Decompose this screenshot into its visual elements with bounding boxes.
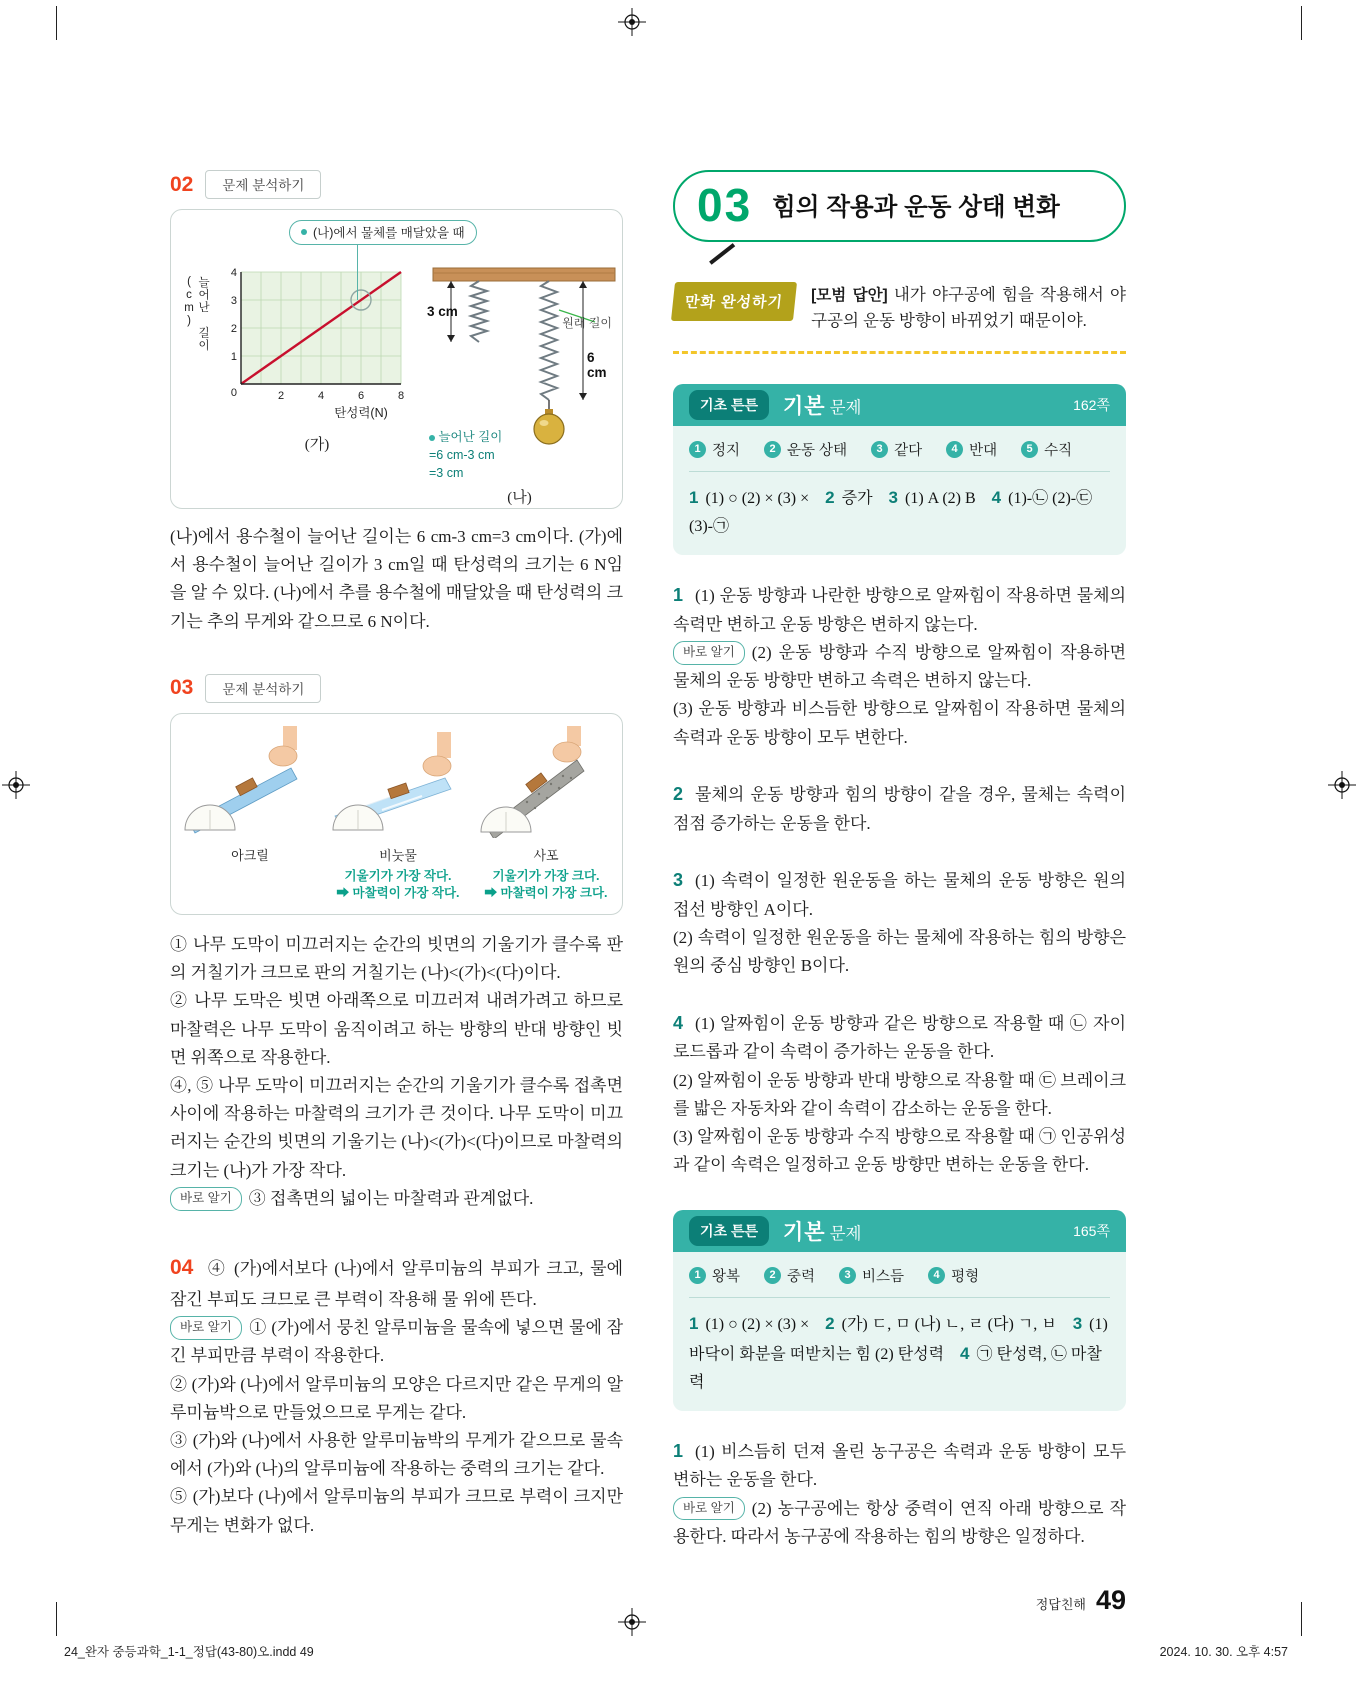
basic-problems-body: [673, 1252, 1126, 1411]
panel-label: 사포: [533, 847, 559, 863]
figure-callout: [289, 220, 477, 245]
question-number-02: 02: [170, 172, 194, 196]
crop-mark: [1301, 1602, 1302, 1636]
svg-text:2: 2: [277, 390, 285, 402]
answer-book-label: 정답친해: [1035, 1597, 1086, 1613]
panel-label: 비눗물: [379, 847, 417, 863]
chapter-title: 힘의 작용과 운동 상태 변화: [772, 193, 1060, 221]
basic-problems-title: 기본 문제: [783, 394, 862, 418]
svg-text:1: 1: [230, 351, 237, 363]
q03-explanation-2: ② 나무 도막은 빗면 아래쪽으로 미끄러져 내려가려고 하므로 마찰력은 나무 도막이 움직이려고 하는 방향의 반대 방향인 빗면 위쪽으로 작용한다.: [170, 991, 623, 1067]
comic-answer-section: [673, 282, 1126, 354]
q03-baro: 바로 알기 ③ 접촉면의 넓이는 마찰력과 관계없다.: [170, 1185, 623, 1213]
bullet-dot-icon: [301, 229, 307, 235]
keyword-answers: 1 왕복 2 중력 3 비스듬 4 평형: [689, 1265, 1110, 1298]
length-3cm-label: 3 cm: [427, 304, 458, 319]
explanation-2: 2 물체의 운동 방향과 힘의 방향이 같을 경우, 물체는 속력이 점점 증가하는 운동을 한다.: [673, 783, 1126, 833]
q04-baro: 바로 알기 ① (가)에서 뭉친 알루미늄을 물속에 넣으면 물에 잠긴 부피만큼 부력이 작용한다.: [170, 1318, 623, 1366]
comic-model-answer: [모범 답안] 내가 야구공에 힘을 작용해서 야구공의 운동 방향이 바뀌었기 때문이야.: [811, 284, 1126, 331]
graph-plot: [211, 262, 421, 422]
left-column: [170, 170, 623, 1616]
crop-mark: [1301, 6, 1302, 40]
incline-panel-sandpaper: [475, 726, 617, 904]
registration-mark-left: [2, 771, 30, 799]
panel-caption: 기울기가 가장 작다. ➡ 마찰력이 가장 작다.: [336, 868, 460, 901]
baro-algi-badge: 바로 알기: [673, 1497, 745, 1521]
registration-mark-right: [1328, 771, 1356, 799]
elastic-force-graph: [181, 262, 423, 508]
q03-explanation-3: ④, ⑤ 나무 도막이 미끄러지는 순간의 기울기가 클수록 접촉면 사이에 작용하는 마찰력의 크기가 큰 것이다. 나무 도막이 미끄러지는 순간의 빗면의 기울기는 (나)<(가)<(다)이므로 마찰력의 크기는 (나)가 가장 작다.: [170, 1075, 623, 1180]
content-area: [170, 170, 1126, 1616]
explanation-4: 4 (1) 알짜힘이 운동 방향과 같은 방향으로 작용할 때 ㉡ 자이로드롭과 같이 속력이 증가하는 운동을 한다. (2) 알짜힘이 운동 방향과 반대 방향으로 작용할 때 ㉢ 브레이크를 밟은 자동차와 같이 속력이 감소하는 운동을 한다. (3) 알짜힘이 운동 방향과 수직 방향으로 작용할 때 ㉠ 인공위성과 같이 속력은 일정하고 운동 방향만 변하는 운동을 한다.: [673, 1012, 1126, 1175]
section-q02: [170, 170, 623, 636]
panel-label: 아크릴: [231, 847, 269, 863]
question-number-03: 03: [170, 676, 194, 700]
svg-text:2: 2: [230, 323, 237, 335]
numbered-answers: 1 (1) ○ (2) × (3) × 2 증가 3 (1) A (2) B 4 (1)-㉡ (2)-㉢ (3)-㉠: [689, 487, 1093, 535]
basic-problems-body: [673, 426, 1126, 555]
explanation-3: 3 (1) 속력이 일정한 원운동을 하는 물체의 운동 방향은 원의 접선 방향인 A이다. (2) 속력이 일정한 원운동을 하는 물체에 작용하는 힘의 방향은 원의 중심 방향인 B이다.: [673, 870, 1126, 976]
page-number: 49: [1095, 1585, 1126, 1616]
keyword-answers: 1 정지 2 운동 상태 3 같다 4 반대 5 수직: [689, 439, 1110, 472]
q04-explanation-5: ⑤ (가)보다 (나)에서 알루미늄의 부피가 크므로 부력이 크지만 무게는 변화가 없다.: [170, 1487, 623, 1535]
chapter-header: [673, 170, 1126, 242]
baro-algi-badge: 바로 알기: [673, 641, 745, 665]
basic-problems-header: [673, 1210, 1126, 1252]
basic-problems-box-165: [673, 1210, 1126, 1411]
incline-drawing: [475, 726, 617, 838]
basic-problems-header: [673, 384, 1126, 426]
q04-explanation-3: ③ (가)와 (나)에서 사용한 알루미늄박의 무게가 같으므로 물속에서 (가)와 (나)의 알루미늄에 작용하는 중력의 크기는 같다.: [170, 1431, 623, 1479]
svg-text:4: 4: [317, 390, 325, 402]
length-6cm-label: 6 cm: [587, 350, 607, 380]
q04-explanation-2: ② (가)와 (나)에서 알루미늄의 모양은 다르지만 같은 무게의 알루미늄박으로 만들었으므로 무게는 같다.: [170, 1374, 623, 1422]
svg-text:0: 0: [230, 387, 237, 399]
numbered-answers: 1 (1) ○ (2) × (3) × 2 (가) ㄷ, ㅁ (나) ㄴ, ㄹ (다) ㄱ, ㅂ 3 (1) 바닥이 화분을 떠받치는 힘 (2) 탄성력 4 ㉠ 탄성력, ㉡ 마찰력: [689, 1313, 1108, 1391]
section-q04: [170, 1251, 623, 1540]
svg-text:8: 8: [397, 390, 405, 402]
basic-problems-title: 기본 문제: [783, 1220, 862, 1244]
page-footer: [673, 1585, 1126, 1616]
analysis-tag: 문제 분석하기: [205, 170, 321, 199]
graph-caption: (가): [304, 437, 330, 453]
stretch-calculation: 늘어난 길이 =6 cm-3 cm =3 cm: [429, 430, 503, 481]
basic-solid-tab: 기초 튼튼: [689, 390, 769, 420]
spring-caption: (나): [507, 490, 532, 506]
bullet-dot-icon: [429, 435, 435, 441]
incline-panel-soapywater: [327, 726, 469, 904]
textbook-page-ref: 165쪽: [1073, 1222, 1110, 1239]
explanation-1: 1 (1) 운동 방향과 나란한 방향으로 알짜힘이 작용하면 물체의 속력만 변하고 운동 방향은 변하지 않는다. 바로 알기 (2) 운동 방향과 수직 방향으로 알짜힘이 작용하면 물체의 운동 방향만 변하고 속력은 변하지 않는다. (3) 운동 방향과 비스듬한 방향으로 알짜힘이 작용하면 물체의 속력과 운동 방향이 모두 변한다.: [673, 584, 1126, 747]
q02-explanation: (나)에서 용수철이 늘어난 길이는 6 cm-3 cm=3 cm이다. (가)에서 용수철이 늘어난 길이가 3 cm일 때 탄성력의 크기는 6 N임을 알 수 있다. (나)에서 추를 용수철에 매달았을 때 탄성력의 크기는 추의 무게와 같으므로 6 N이다.: [170, 527, 623, 631]
incline-drawing: [327, 726, 469, 838]
panel-caption: [179, 868, 321, 904]
crop-mark: [56, 6, 57, 40]
basic-solid-tab: 기초 튼튼: [689, 1216, 769, 1246]
section-q03: [170, 674, 623, 1213]
textbook-page-ref: 162쪽: [1073, 396, 1110, 413]
q03-explanation-1: ① 나무 도막이 미끄러지는 순간의 빗면의 기울기가 클수록 판의 거칠기가 크므로 판의 거칠기는 (나)<(가)<(다)이다.: [170, 934, 623, 983]
panel-caption: 기울기가 가장 크다. ➡ 마찰력이 가장 크다.: [484, 868, 608, 901]
basic-problems-box-162: [673, 384, 1126, 555]
analysis-tag: 문제 분석하기: [205, 674, 321, 703]
incline-drawing: [179, 726, 321, 838]
chapter-slash-mark: [709, 243, 735, 264]
comic-complete-badge: 만화 완성하기: [671, 282, 797, 321]
crop-mark: [56, 1602, 57, 1636]
q04-lead: 04 ④ (가)에서보다 (나)에서 알루미늄의 부피가 크고, 물에 잠긴 부피도 크므로 큰 부력이 작용해 물 위에 뜬다.: [170, 1256, 623, 1309]
chapter-number: 03: [697, 179, 753, 231]
right-column: [673, 170, 1126, 1616]
callout-connector: [357, 244, 358, 300]
registration-mark-top: [618, 8, 646, 36]
graph-y-axis-label: 늘어난 길이(cm): [183, 276, 209, 352]
print-file-info: 24_완자 중등과학_1-1_정답(43-80)오.indd 49: [64, 1645, 314, 1659]
incline-panel-acrylic: [179, 726, 321, 904]
svg-text:6: 6: [357, 390, 365, 402]
figure-q02: [170, 209, 623, 509]
svg-text:4: 4: [230, 267, 237, 279]
callout-text: (나)에서 물체를 매달았을 때: [313, 226, 465, 240]
question-number-04: 04: [170, 1256, 194, 1280]
baro-algi-badge: 바로 알기: [170, 1316, 242, 1340]
original-length-label: 원래 길이: [562, 316, 612, 330]
svg-text:3: 3: [230, 295, 237, 307]
baro-algi-badge: 바로 알기: [170, 1187, 242, 1211]
figure-q03: [170, 713, 623, 915]
print-timestamp: 2024. 10. 30. 오후 4:57: [1159, 1645, 1288, 1659]
explanation-5: 1 (1) 비스듬히 던져 올린 농구공은 속력과 운동 방향이 모두 변하는 운동을 한다. 바로 알기 (2) 농구공에는 항상 중력이 연직 아래 방향으로 작용한다. 따라서 농구공에 작용하는 힘의 방향은 일정하다.: [673, 1440, 1126, 1546]
spring-diagram: [427, 262, 612, 508]
graph-x-axis-label: 탄성력(N): [334, 406, 388, 420]
